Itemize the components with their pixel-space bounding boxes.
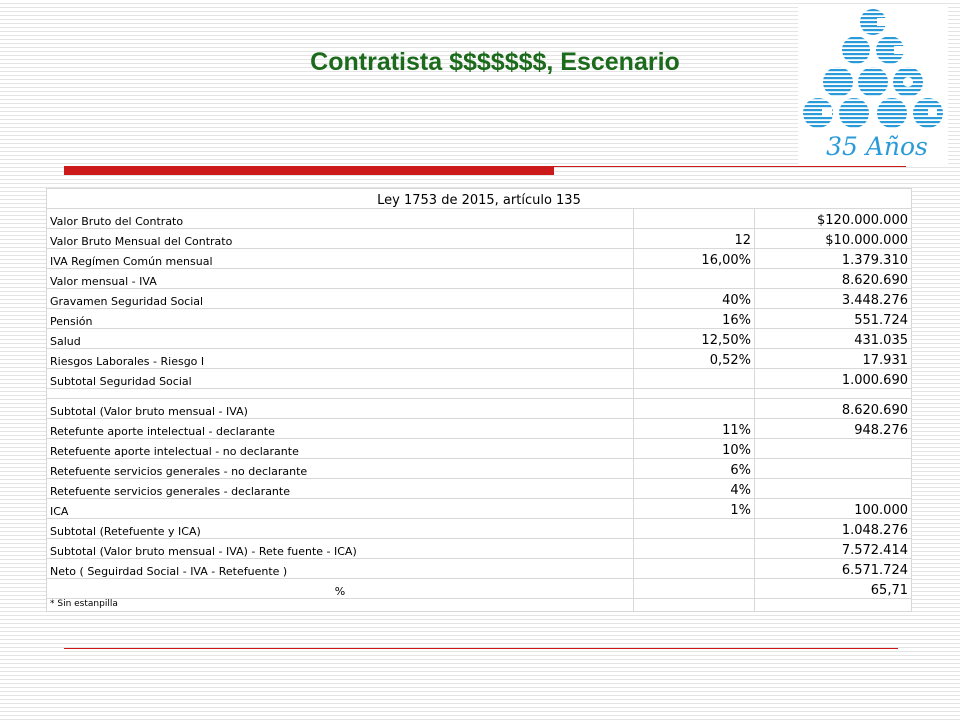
row-label: Neto ( Seguirdad Social - IVA - Retefuente )	[47, 559, 634, 579]
row-label: Valor Bruto Mensual del Contrato	[47, 229, 634, 249]
row-label: Riesgos Laborales - Riesgo I	[47, 349, 634, 369]
spacer-row	[47, 389, 912, 399]
row-value	[755, 459, 912, 479]
row-value: 100.000	[755, 499, 912, 519]
accent-bar	[64, 166, 554, 175]
table-row	[47, 249, 912, 269]
table-row	[47, 419, 912, 439]
table-row	[47, 519, 912, 539]
row-value: 6.571.724	[755, 559, 912, 579]
table-row	[47, 499, 912, 519]
row-percent	[634, 369, 755, 389]
table-row	[47, 559, 912, 579]
logo-caption: 35 Años	[826, 132, 928, 161]
footnote-row	[47, 599, 912, 612]
table-row	[47, 439, 912, 459]
row-percent: 10%	[634, 439, 755, 459]
row-label: Gravamen Seguridad Social	[47, 289, 634, 309]
row-percent: 1%	[634, 499, 755, 519]
row-percent: 16%	[634, 309, 755, 329]
table-row	[47, 399, 912, 419]
row-label: Subtotal (Valor bruto mensual - IVA) - Rete fuente - ICA)	[47, 539, 634, 559]
table-row	[47, 539, 912, 559]
row-label: Retefuente aporte intelectual - no declarante	[47, 439, 634, 459]
row-percent	[634, 209, 755, 229]
row-percent: 40%	[634, 289, 755, 309]
row-label: Subtotal (Valor bruto mensual - IVA)	[47, 399, 634, 419]
table-row	[47, 289, 912, 309]
row-value: 17.931	[755, 349, 912, 369]
row-label: IVA Regímen Común mensual	[47, 249, 634, 269]
row-percent	[634, 579, 755, 599]
row-value: 8.620.690	[755, 399, 912, 419]
row-value: 8.620.690	[755, 269, 912, 289]
table-row	[47, 269, 912, 289]
table-row	[47, 309, 912, 329]
row-percent	[634, 269, 755, 289]
row-percent: 12,50%	[634, 329, 755, 349]
table-row	[47, 579, 912, 599]
row-value: 948.276	[755, 419, 912, 439]
row-value: 1.000.690	[755, 369, 912, 389]
row-value: 3.448.276	[755, 289, 912, 309]
row-label: Salud	[47, 329, 634, 349]
row-label: Subtotal Seguridad Social	[47, 369, 634, 389]
row-label: %	[47, 579, 634, 599]
table-header: Ley 1753 de 2015, artículo 135	[47, 189, 912, 209]
row-value: 1.048.276	[755, 519, 912, 539]
table-row	[47, 459, 912, 479]
row-label: Subtotal (Retefuente y ICA)	[47, 519, 634, 539]
table-row	[47, 229, 912, 249]
row-label: ICA	[47, 499, 634, 519]
row-value	[755, 479, 912, 499]
table-row	[47, 209, 912, 229]
row-percent: 0,52%	[634, 349, 755, 369]
slide-title: Contratista $$$$$$$, Escenario	[310, 48, 680, 76]
row-percent: 12	[634, 229, 755, 249]
row-label: Pensión	[47, 309, 634, 329]
row-label: Valor mensual - IVA	[47, 269, 634, 289]
row-percent	[634, 539, 755, 559]
row-label: Retefuente servicios generales - declarante	[47, 479, 634, 499]
bottom-divider	[64, 648, 898, 649]
row-value	[755, 439, 912, 459]
row-label: Retefunte aporte intelectual - declarante	[47, 419, 634, 439]
row-value: 551.724	[755, 309, 912, 329]
row-value: 1.379.310	[755, 249, 912, 269]
table-row	[47, 479, 912, 499]
row-label: Valor Bruto del Contrato	[47, 209, 634, 229]
row-value: 7.572.414	[755, 539, 912, 559]
table-header-row	[47, 189, 912, 209]
row-percent	[634, 519, 755, 539]
row-value: 65,71	[755, 579, 912, 599]
row-value: $10.000.000	[755, 229, 912, 249]
table-row	[47, 369, 912, 389]
footnote: * Sin estanpilla	[47, 599, 634, 612]
row-percent: 6%	[634, 459, 755, 479]
contract-calculation-table	[46, 188, 912, 612]
row-percent: 4%	[634, 479, 755, 499]
row-percent	[634, 399, 755, 419]
row-percent: 16,00%	[634, 249, 755, 269]
row-value: 431.035	[755, 329, 912, 349]
table-row	[47, 349, 912, 369]
row-value: $120.000.000	[755, 209, 912, 229]
row-percent: 11%	[634, 419, 755, 439]
row-label: Retefuente servicios generales - no declarante	[47, 459, 634, 479]
row-percent	[634, 559, 755, 579]
table-row	[47, 329, 912, 349]
accent-line	[554, 166, 906, 167]
